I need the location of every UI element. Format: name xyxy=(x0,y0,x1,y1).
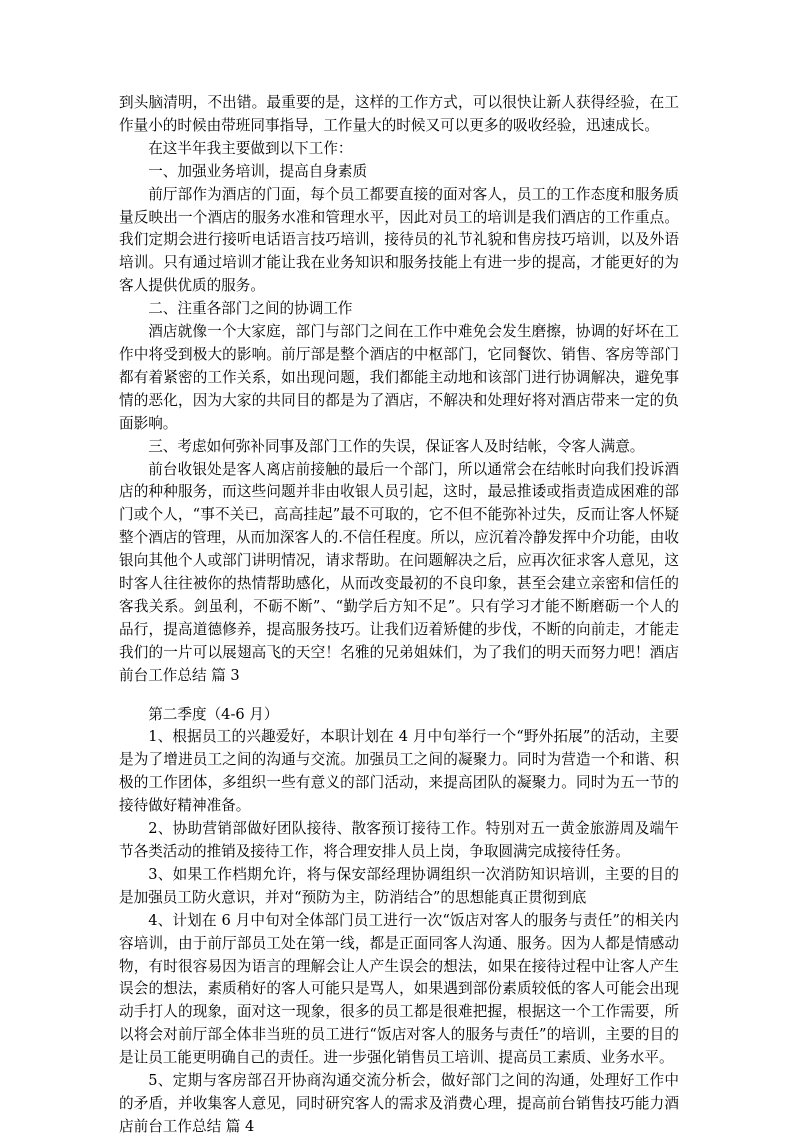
paragraph: 前厅部作为酒店的门面，每个员工都要直接的面对客人，员工的工作态度和服务质量反映出一个酒店的服务水准和管理水平，因此对员工的培训是我们酒店的工作重点。我们定期会进行接听电话语言技巧培训，接待员的礼节礼貌和售房技巧培训，以及外语培训。只有通过培训才能让我在业务知识和服务技能上有进一步的提高，才能更好的为客人提供优质的服务。 xyxy=(119,185,679,295)
quarter-heading: 第二季度（4-6 月） xyxy=(148,705,279,723)
section-heading: 三、考虑如何弥补同事及部门工作的失误，保证客人及时结帐，令客人满意。 xyxy=(148,437,645,455)
list-item: 2、协助营销部做好团队接待、散客预订接待工作。特别对五一黄金旅游周及端午节各类活动的推销及接待工作，将合理安排人员上岗，争取圆满完成接待任务。 xyxy=(119,820,679,860)
list-item: 5、定期与客房部召开协商沟通交流分析会，做好部门之间的沟通，处理好工作中的矛盾，并收集客人意见，同时研究客人的需求及消费心理，提高前台销售技巧能力酒店前台工作总结 篇 4 xyxy=(119,1072,679,1135)
list-item: 1、根据员工的兴趣爱好，本职计划在 4 月中旬举行一个“野外拓展”的活动，主要是为了增进员工之间的沟通与交流。加强员工之间的凝聚力。同时为营造一个和谐、积极的工作团体，多组织一些有意义的部门活动，来提高团队的凝聚力。同时为五一节的接待做好精神准备。 xyxy=(119,728,679,815)
document-page xyxy=(119,92,679,1139)
blank-line xyxy=(119,688,679,704)
paragraph: 到头脑清明，不出错。最重要的是，这样的工作方式，可以很快让新人获得经验，在工作量小的时候由带班同事指导，工作量大的时候又可以更多的吸收经验，迅速成长。 xyxy=(119,94,679,134)
section-heading: 一、加强业务培训，提高自身素质 xyxy=(148,162,368,180)
paragraph: 在这半年我主要做到以下工作： xyxy=(148,139,353,157)
paragraph: 酒店就像一个大家庭，部门与部门之间在工作中难免会发生磨擦，协调的好坏在工作中将受到极大的影响。前厅部是整个酒店的中枢部门，它同餐饮、销售、客房等部门都有着紧密的工作关系，如出现问题，我们都能主动地和该部门进行协调解决，避免事情的恶化，因为大家的共同目的都是为了酒店，不解决和处理好将对酒店带来一定的负面影响。 xyxy=(119,323,679,432)
section-heading: 二、注重各部门之间的协调工作 xyxy=(148,300,353,318)
list-item: 3、如果工作档期允许，将与保安部经理协调组织一次消防知识培训，主要的目的是加强员工防火意识，并对“预防为主，防消结合”的思想能真正贯彻到底 xyxy=(119,865,679,906)
list-item: 4、计划在 6 月中旬对全体部门员工进行一次“饭店对客人的服务与责任”的相关内容培训，由于前厅部员工处在第一线，都是正面同客人沟通、服务。因为人都是情感动物，有时很容易因为语言的理解会让人产生误会的想法，如果在接待过程中让客人产生误会的想法，素质稍好的客人可能只是骂人，如果遇到部份素质较低的客人可能会出现动手打人的现象，面对这一现象，很多的员工都是很难把握，根据这一个工作需要，所以将会对前厅部全体非当班的员工进行“饭店对客人的服务与责任”的培训，主要的目的是让员工能更明确自己的责任。进一步强化销售员工培训、提高员工素质、业务水平。 xyxy=(119,911,679,1067)
paragraph: 前台收银处是客人离店前接触的最后一个部门，所以通常会在结帐时向我们投诉酒店的种种服务，而这些问题并非由收银人员引起，这时，最忌推诿或指责造成困难的部门或个人，“事不关已，高高挂起”最不可取的，它不但不能弥补过失，反而让客人怀疑整个酒店的管理，从而加深客人的.不信任程度。所以，应沉着冷静发挥中介功能，由收银向其他个人或部门讲明情况，请求帮助。在问题解决之后，应再次征求客人意见，这时客人往往被你的热情帮助感化，从而改变最初的不良印象，甚至会建立亲密和信任的客我关系。剑虽利，不砺不断”、“勤学后方知不足”。只有学习才能不断磨砺一个人的品行，提高道德修养，提高服务技巧。让我们迈着矫健的步伐，不断的向前走，才能走我们的一片可以展翅高飞的天空！名雅的兄弟姐妹们，为了我们的明天而努力吧！酒店前台工作总结 篇 3 xyxy=(119,460,679,684)
